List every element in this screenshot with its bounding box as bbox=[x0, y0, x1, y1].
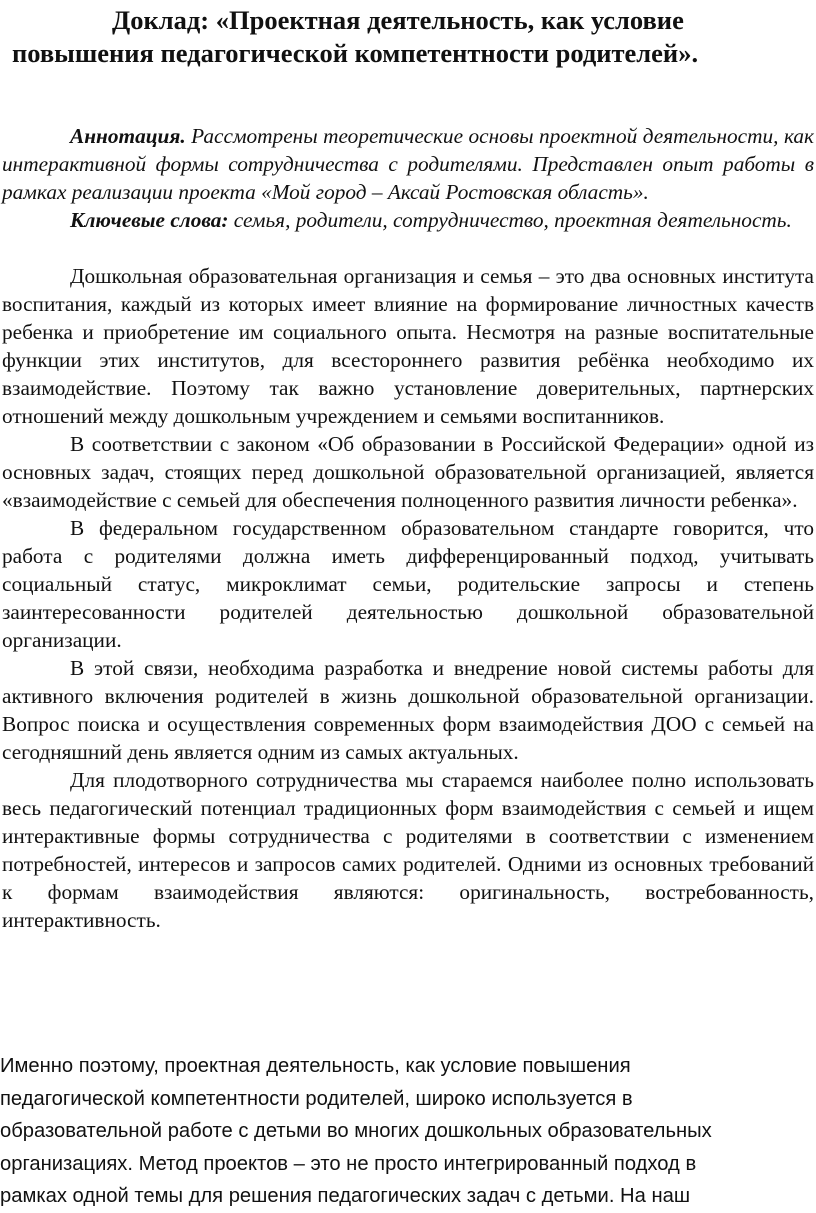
keywords-label: Ключевые слова: bbox=[70, 208, 229, 232]
closing-paragraph bbox=[0, 1050, 816, 1213]
body-paragraph: Для плодотворного сотрудничества мы стараемся наиболее полно использовать весь педагогический потенциал традиционных форм взаимодействия с семьей и ищем интерактивные формы сотрудничества с родителями в соответствии с изменением потребностей, интересов и запросов самих родителей. Одними из основных требований к формам взаимодействия являются: оригинальность, востребованность, интерактивность. bbox=[2, 768, 814, 932]
closing-line: Именно поэтому, проектная деятельность, как условие повышения bbox=[0, 1055, 631, 1077]
closing-line: педагогической компетентности родителей, широко используется в bbox=[0, 1087, 633, 1110]
closing-line: образовательной работе с детьми во многих дошкольных образовательных bbox=[0, 1120, 712, 1143]
body-paragraph: В федеральном государственном образовательном стандарте говорится, что работа с родителями должна иметь дифференцированный подход, учитывать социальный статус, микроклимат семьи, родительские запросы и степень заинтересованности родителей деятельностью дошкольной образовательной организации. bbox=[2, 516, 814, 652]
body-paragraph: В соответствии с законом «Об образовании в Российской Федерации» одной из основных задач, стоящих перед дошкольной образовательной организацией, является «взаимодействие с семьей для обеспечения полноценного развития личности ребенка». bbox=[2, 432, 814, 512]
closing-line: рамках одной темы для решения педагогических задач с детьми. На наш bbox=[0, 1185, 691, 1208]
annotation-label: Аннотация. bbox=[70, 124, 186, 148]
document-body bbox=[2, 122, 814, 934]
annotation-block bbox=[2, 122, 814, 234]
keywords-paragraph bbox=[2, 206, 814, 234]
body-paragraph: В этой связи, необходима разработка и внедрение новой системы работы для активного включения родителей в жизнь дошкольной образовательной организации. Вопрос поиска и осуществления современных форм взаимодействия ДОО с семьей на сегодняшний день является одним из самых актуальных. bbox=[2, 656, 814, 764]
title-line-1: Доклад: «Проектная деятельность, как условие bbox=[112, 5, 684, 35]
annotation-paragraph bbox=[2, 122, 814, 206]
closing-line: организациях. Метод проектов – это не просто интегрированный подход в bbox=[0, 1152, 697, 1175]
body-paragraph: Дошкольная образовательная организация и семья – это два основных института воспитания, каждый из которых имеет влияние на формирование личностных качеств ребенка и приобретение им социального опыта. Несмотря на разные воспитательные функции этих институтов, для всестороннего развития ребёнка необходимо их взаимодействие. Поэтому так важно установление доверительных, партнерских отношений между дошкольным учреждением и семьями воспитанников. bbox=[2, 264, 814, 428]
section-spacer bbox=[2, 234, 814, 262]
keywords-text: семья, родители, сотрудничество, проектная деятельность. bbox=[228, 208, 792, 232]
annotation-text: Рассмотрены теоретические основы проектной деятельности, как интерактивной формы сотрудничества с родителями. Представлен опыт работы в рамках реализации проекта «Мой город – Аксай Ростовская область». bbox=[2, 124, 814, 204]
title-line-2: повышения педагогической компетентности родителей». bbox=[12, 38, 699, 68]
document-title bbox=[0, 4, 816, 70]
